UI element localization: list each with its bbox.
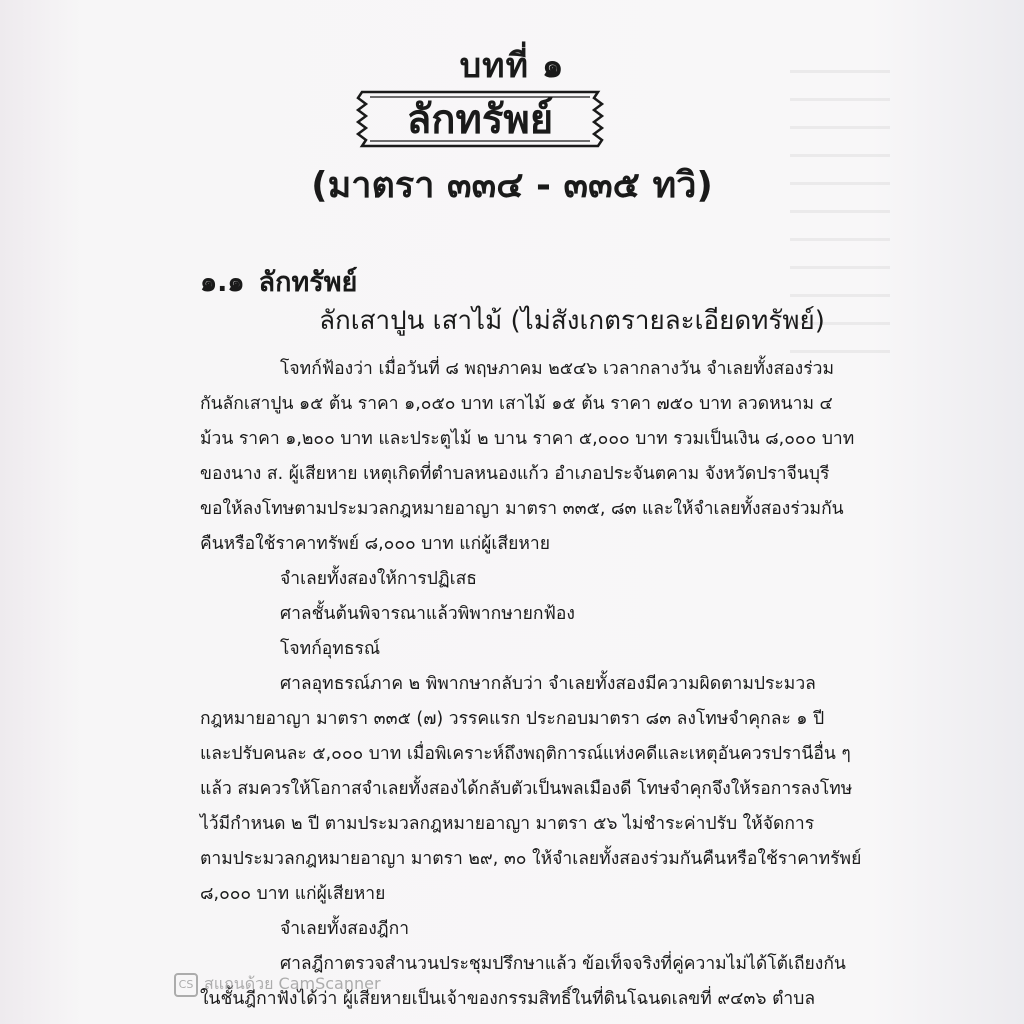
camscanner-logo-icon: CS	[174, 973, 198, 997]
paragraph-line: จำเลยทั้งสองฎีกา	[280, 919, 410, 939]
paragraph-line: แล้ว สมควรให้โอกาสจำเลยทั้งสองได้กลับตัวเป็นพลเมืองดี โทษจำคุกจึงให้รอการลงโทษ	[200, 779, 853, 799]
paragraph-line: ม้วน ราคา ๑,๒๐๐ บาท และประตูไม้ ๒ บาน ราคา ๕,๐๐๐ บาท รวมเป็นเงิน ๘,๐๐๐ บาท	[200, 429, 855, 449]
section-heading	[200, 260, 357, 303]
paragraph-line: ศาลอุทธรณ์ภาค ๒ พิพากษากลับว่า จำเลยทั้งสองมีความผิดตามประมวล	[280, 674, 816, 694]
paragraph-line: โจทก์ฟ้องว่า เมื่อวันที่ ๘ พฤษภาคม ๒๕๔๖ เวลากลางวัน จำเลยทั้งสองร่วม	[280, 359, 834, 379]
paragraph-line: และปรับคนละ ๕,๐๐๐ บาท เมื่อพิเคราะห์ถึงพฤติการณ์แห่งคดีและเหตุอันควรปรานีอื่น ๆ	[200, 744, 851, 764]
paragraph-line: ๘,๐๐๐ บาท แก่ผู้เสียหาย	[200, 884, 386, 904]
paragraph-line: กฎหมายอาญา มาตรา ๓๓๕ (๗) วรรคแรก ประกอบมาตรา ๘๓ ลงโทษจำคุกละ ๑ ปี	[200, 709, 825, 729]
paragraph-line: โจทก์อุทธรณ์	[280, 639, 381, 659]
case-title: ลักเสาปูน เสาไม้ (ไม่สังเกตรายละเอียดทรัพย์)	[319, 306, 825, 336]
body-text	[200, 352, 862, 1017]
chapter-title: ลักทรัพย์	[406, 97, 554, 143]
paragraph-line: จำเลยทั้งสองให้การปฏิเสธ	[280, 569, 477, 589]
paragraph-line: ศาลฎีกาตรวจสำนวนประชุมปรึกษาแล้ว ข้อเท็จจริงที่คู่ความไม่ได้โต้เถียงกัน	[280, 954, 846, 974]
scanner-watermark	[174, 972, 381, 997]
paragraph-line: ศาลชั้นต้นพิจารณาแล้วพิพากษายกฟ้อง	[280, 604, 575, 624]
paragraph-line: ตามประมวลกฎหมายอาญา มาตรา ๒๙, ๓๐ ให้จำเลยทั้งสองร่วมกันคืนหรือใช้ราคาทรัพย์	[200, 849, 862, 869]
paragraph-line: ไว้มีกำหนด ๒ ปี ตามประมวลกฎหมายอาญา มาตรา ๕๖ ไม่ชำระค่าปรับ ให้จัดการ	[200, 814, 815, 834]
paragraph-line: กันลักเสาปูน ๑๕ ต้น ราคา ๑,๐๕๐ บาท เสาไม้ ๑๕ ต้น ราคา ๗๕๐ บาท ลวดหนาม ๔	[200, 394, 833, 414]
chapter-title-frame	[352, 88, 608, 150]
watermark-text: สแกนด้วย CamScanner	[204, 974, 381, 993]
paragraph-line: คืนหรือใช้ราคาทรัพย์ ๘,๐๐๐ บาท แก่ผู้เสียหาย	[200, 534, 550, 554]
chapter-number: บทที่ ๑	[459, 46, 565, 86]
paragraph-line: ในชั้นฎีกาฟังได้ว่า ผู้เสียหายเป็นเจ้าของกรรมสิทธิ์ในที่ดินโฉนดเลขที่ ๙๔๓๖ ตำบล	[200, 989, 816, 1009]
section-number: ๑.๑	[200, 267, 245, 298]
section-title: ลักทรัพย์	[258, 267, 358, 298]
chapter-subtitle: (มาตรา ๓๓๔ - ๓๓๕ ทวิ)	[311, 165, 713, 206]
paragraph-line: ของนาง ส. ผู้เสียหาย เหตุเกิดที่ตำบลหนองแก้ว อำเภอประจันตคาม จังหวัดปราจีนบุรี	[200, 464, 830, 484]
paragraph-line: ขอให้ลงโทษตามประมวลกฎหมายอาญา มาตรา ๓๓๕, ๘๓ และให้จำเลยทั้งสองร่วมกัน	[200, 499, 844, 519]
